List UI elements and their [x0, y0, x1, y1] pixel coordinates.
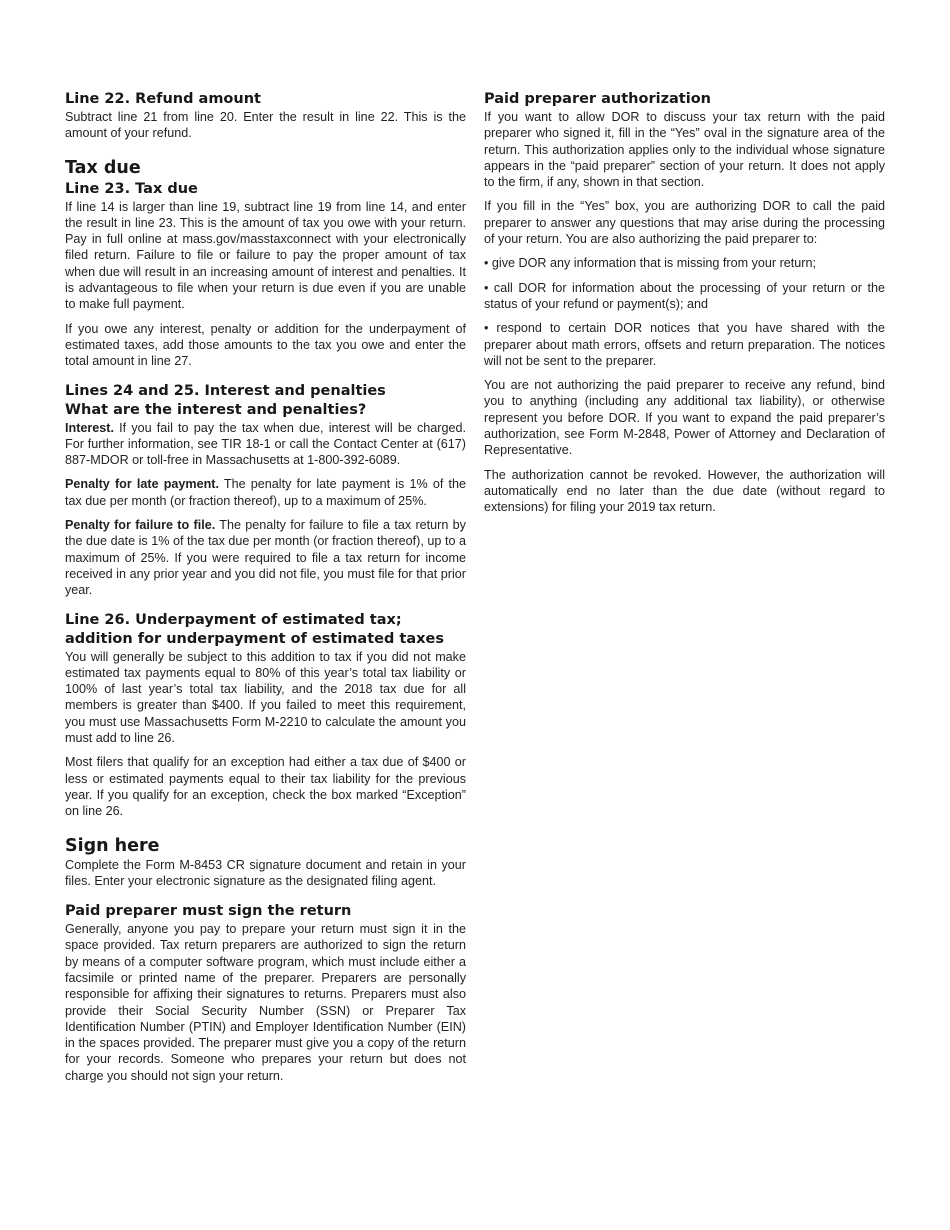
line26-heading: Line 26. Underpayment of estimated tax; [65, 611, 402, 628]
interest-penalties-heading: What are the interest and penalties? [65, 401, 367, 418]
line26-paragraph-2: Most filers that qualify for an exception had either a tax due of $400 or less or estimated payments equal to their tax liability for the previous year. If you qualify for an exception, check the box marked “Exception” on line 26. [65, 755, 466, 819]
authorization-bullet-2: • call DOR for information about the processing of your return or the status of your refund or payment(s); and [484, 280, 885, 311]
failure-to-file-text: The penalty for failure to file a tax return by the due date is 1% of the tax due per month (or fraction thereof), up to a maximum of 25%. If you were required to file a tax return for income received in any prior year and you did not file, you must file for that prior year. [65, 518, 466, 598]
authorization-paragraph: If you want to allow DOR to discuss your tax return with the paid preparer who signed it, fill in the “Yes” oval in the signature area of the return. This authorization applies only to the individual whose signature appears in the “paid preparer” section of your return. It does not apply to the firm, if any, shown in that section. [484, 110, 885, 190]
line23-heading: Line 23. Tax due [65, 180, 198, 197]
authorization-paragraph-4: The authorization cannot be revoked. However, the authorization will automatically end no later than the due date (without regard to extensions) for filing your 2019 tax return. [484, 467, 885, 515]
sign-here-paragraph: Complete the Form M-8453 CR signature document and retain in your files. Enter your electronic signature as the designated filing agent. [65, 857, 466, 888]
interest-label: Interest. [65, 420, 114, 435]
right-column [484, 89, 885, 516]
line23-paragraph: If line 14 is larger than line 19, subtract line 19 from line 14, and enter the result in line 23. This is the amount of tax you owe with your return. Pay in full online at mass.gov/masstaxconnect with your electronically filed return. Failure to file or failure to pay the proper amount of tax when due will result in an increasing amount of interest and penalties. It is advantageous to file when your return is due even if you are unable to make full payment. [65, 199, 466, 312]
line22-heading: Line 22. Refund amount [65, 91, 261, 107]
sign-here-heading: Sign here [65, 835, 160, 856]
left-column [65, 89, 466, 1084]
authorization-paragraph-3: You are not authorizing the paid preparer to receive any refund, bind you to anything (including any additional tax liability), or otherwise represent you before DOR. If you want to expand the paid preparer’s authorization, see Form M-2848, Power of Attorney and Declaration of Representative. [484, 378, 885, 458]
authorization-bullet-3: • respond to certain DOR notices that you have shared with the preparer about math errors, offsets and return preparation. The notices will not be sent to the preparer. [484, 321, 885, 368]
line26-paragraph: You will generally be subject to this addition to tax if you did not make estimated tax payments equal to 80% of this year’s total tax liability or 100% of last year’s total tax liability, and the 2018 tax due for all members is greater than $400. If you failed to meet this requirement, you must use Massachusetts Form M-2210 to calculate the amount you must add to line 26. [65, 649, 466, 746]
lines24-25-heading: Lines 24 and 25. Interest and penalties [65, 382, 386, 399]
line23-paragraph-2: If you owe any interest, penalty or addition for the underpayment of estimated taxes, add those amounts to the tax you owe and enter the total amount in line 27. [65, 321, 466, 369]
tax-due-heading: Tax due [65, 157, 141, 178]
late-payment-label: Penalty for late payment. [65, 477, 220, 492]
failure-to-file-label: Penalty for failure to file. [65, 518, 216, 533]
authorization-heading: Paid preparer authorization [484, 91, 711, 107]
authorization-paragraph-2: If you fill in the “Yes” box, you are authorizing DOR to call the paid preparer to answer any questions that may arise during the processing of your return. You are also authorizing the paid preparer to: [484, 199, 885, 247]
authorization-bullet-1: • give DOR any information that is missing from your return; [484, 256, 816, 271]
preparer-sign-paragraph: Generally, anyone you pay to prepare your return must sign it in the space provided. Tax return preparers are authorized to sign the return by means of a computer software program, which must include either a facsimile or printed name of the preparer. Preparers are personally responsible for affixing their signatures to returns. Preparers must also provide their Social Security Number (SSN) or Preparer Tax Identification Number (PTIN) and Employer Identification Number (EIN) in the spaces provided. The preparer must give you a copy of the return for your records. Someone who prepares your return but does not charge you should not sign your return. [65, 922, 466, 1083]
line26-heading-2: addition for underpayment of estimated taxes [65, 630, 444, 647]
preparer-sign-heading: Paid preparer must sign the return [65, 903, 352, 920]
line22-paragraph: Subtract line 21 from line 20. Enter the result in line 22. This is the amount of your refund. [65, 110, 466, 141]
interest-paragraph [65, 420, 466, 469]
late-payment-text: The penalty for late payment is 1% of the tax due per month (or fraction thereof), up to a maximum of 25%. [65, 477, 467, 508]
late-payment-paragraph [65, 476, 466, 509]
interest-text: If you fail to pay the tax when due, interest will be charged. For further information, see TIR 18-1 or call the Contact Center at (617) 887-MDOR or toll-free in Massachusetts at 1-800-392-6089. [65, 420, 466, 468]
failure-to-file-paragraph [65, 517, 466, 598]
